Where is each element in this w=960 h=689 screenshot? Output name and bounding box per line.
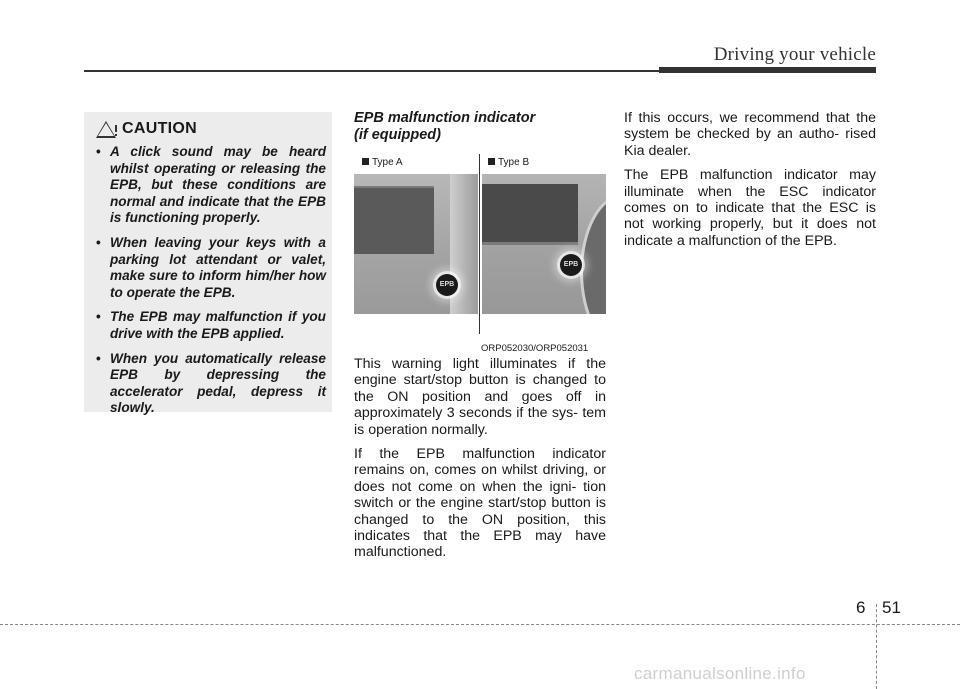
figure-caption: ORP052030/ORP052031 [481, 343, 589, 354]
page-number: 51 [882, 598, 901, 617]
figure-divider [479, 154, 480, 334]
figure-label-type-a: Type A [362, 157, 403, 168]
watermark: carmanualsonline.info [634, 664, 806, 683]
section-title [354, 110, 614, 144]
footer-divider [876, 604, 877, 689]
header-rule-accent [659, 67, 876, 73]
caution-item: • When you automatically release EPB by depressing the accelerator pedal, depress it slowly. [96, 351, 326, 417]
body-paragraph: If this occurs, we recommend that the system be checked by an autho- rised Kia dealer. [624, 110, 876, 159]
section-number: 6 [856, 598, 866, 617]
caution-header [96, 120, 197, 138]
footer-rule [0, 624, 960, 625]
epb-warning-icon: EPB [560, 254, 582, 276]
caution-item: • A click sound may be heard whilst operating or releasing the EPB, but these conditions are normal and indicate that the EPB is functioning properly. [96, 144, 326, 227]
indicator-figure [354, 154, 606, 354]
body-column-right [624, 110, 876, 257]
header-rule [84, 70, 659, 72]
cluster-photo-type-a [354, 174, 478, 314]
caution-list [96, 144, 326, 425]
figure-label-type-b: Type B [488, 157, 529, 168]
caution-item: • When leaving your keys with a parking lot attendant or valet, make sure to inform him/her how to operate the EPB. [96, 235, 326, 301]
gauge-dial [580, 194, 606, 314]
caution-title: CAUTION [122, 120, 197, 137]
caution-item: • The EPB may malfunction if you drive with the EPB applied. [96, 309, 326, 342]
page-header-title: Driving your vehicle [713, 44, 876, 65]
section-title-line1: EPB malfunction indicator [354, 110, 536, 126]
cluster-display [482, 184, 578, 245]
cluster-display [354, 186, 434, 254]
caution-box [84, 112, 332, 416]
body-column-middle [354, 356, 606, 569]
body-paragraph: This warning light illuminates if the engine start/stop button is changed to the ON position and goes off in approximately 3 seconds if the sys- tem is operation normally. [354, 356, 606, 438]
body-paragraph: The EPB malfunction indicator may illuminate when the ESC indicator comes on to indicate that the ESC is not working properly, but it does not indicate a malfunction of the EPB. [624, 167, 876, 249]
section-title-line2: (if equipped) [354, 127, 441, 143]
body-paragraph: If the EPB malfunction indicator remains on, comes on whilst driving, or does not come on when the igni- tion switch or the engine start/stop button is changed to the ON position, this indicates that the EPB may have malfunctioned. [354, 446, 606, 561]
cluster-photo-type-b [482, 174, 606, 314]
warning-triangle-icon [96, 121, 116, 138]
epb-warning-icon: EPB [436, 274, 458, 296]
